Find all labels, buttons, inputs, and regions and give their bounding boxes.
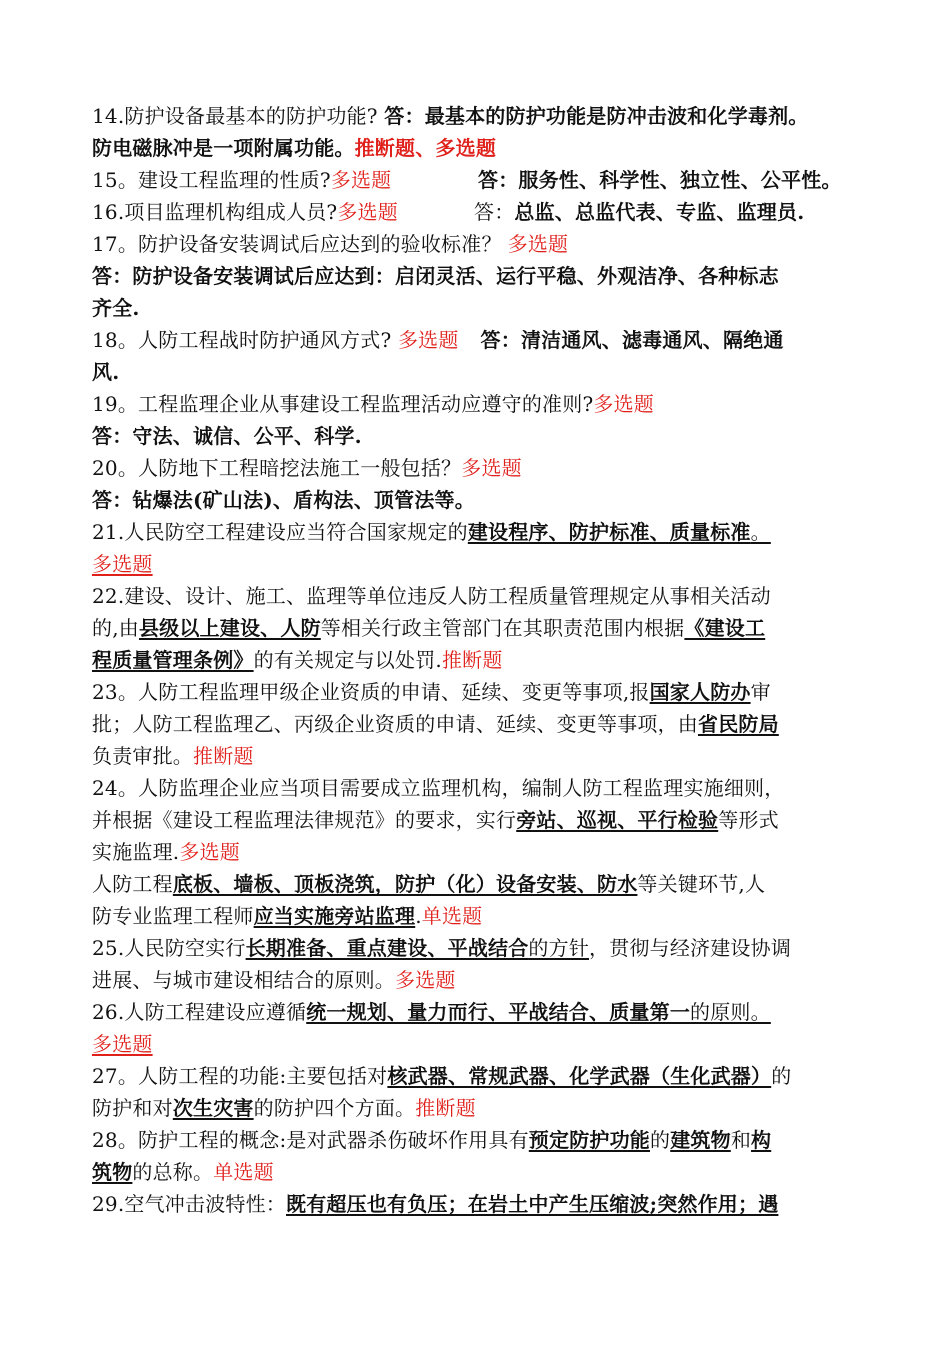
q22-l2-mid: 等相关行政主管部门在其职责范围内根据 xyxy=(320,616,685,640)
q18-line xyxy=(92,324,784,356)
q27-l2-post: 的防护四个方面。 xyxy=(253,1096,416,1120)
q14-tag-judge: 推断题 xyxy=(354,136,416,160)
q14-tag-multi: 多选题 xyxy=(435,136,497,160)
q28-key4: 筑物 xyxy=(92,1160,133,1184)
q15-question: 15。建设工程监理的性质? xyxy=(92,168,331,192)
q28-l2-post: 的总称。 xyxy=(132,1160,214,1184)
q24-line1: 24。人防监理企业应当项目需要成立监理机构，编制人防工程监理实施细则， xyxy=(92,776,785,800)
q27-line1 xyxy=(92,1060,791,1092)
q18-question: 18。人防工程战时防护通风方式? xyxy=(92,328,398,352)
q25-l2: 进展、与城市建设相结合的原则。 xyxy=(92,968,395,992)
q27-key1: 核武器、常规武器、化学武器（生化武器） xyxy=(387,1064,772,1088)
q15-line xyxy=(92,164,391,196)
q16-answer-line xyxy=(474,196,804,228)
q29-key: 既有超压也有负压；在岩土中产生压缩波;突然作用；遇 xyxy=(286,1192,779,1216)
q27-l1-pre: 27。人防工程的功能:主要包括对 xyxy=(92,1064,388,1088)
q25-l1-pre: 25.人民防空实行 xyxy=(92,936,246,960)
q16-answer-prefix: 答： xyxy=(474,200,515,224)
q24-l4-post: 等关键环节,人 xyxy=(637,872,766,896)
q22-key3: 程质量管理条例》 xyxy=(92,648,254,672)
q28-key2: 建筑物 xyxy=(670,1128,731,1152)
q14-answer-cont: 防电磁脉冲是一项附属功能。 xyxy=(92,136,355,160)
q25-l1-post: ，贯彻与经济建设协调 xyxy=(589,936,792,960)
q23-line3 xyxy=(92,740,254,772)
q28-tag: 单选题 xyxy=(213,1160,274,1184)
q24-line5 xyxy=(92,900,482,932)
q28-l1-and: 和 xyxy=(730,1128,752,1152)
q22-line1: 22.建设、设计、施工、监理等单位违反人防工程质量管理规定从事相关活动 xyxy=(92,584,771,608)
q21-line xyxy=(92,516,771,548)
q24-line3 xyxy=(92,836,240,868)
q23-line1 xyxy=(92,676,771,708)
q29-pre: 29.空气冲击波特性： xyxy=(92,1192,287,1216)
q24-line2 xyxy=(92,804,779,836)
q23-l1-post: 审 xyxy=(750,680,771,704)
q14-line1 xyxy=(92,100,809,132)
q24-line4 xyxy=(92,868,765,900)
q23-tag: 推断题 xyxy=(193,744,254,768)
q15-answer: 答：服务性、科学性、独立性、公平性。 xyxy=(478,168,842,192)
q23-l3: 负责审批。 xyxy=(92,744,193,768)
q24-l2-post: 等形式 xyxy=(718,808,779,832)
q16-line xyxy=(92,196,398,228)
q22-line2 xyxy=(92,612,765,644)
q26-pre: 26.人防工程建设应遵循 xyxy=(92,1000,307,1024)
q23-key2: 省民防局 xyxy=(698,712,779,736)
q21-post: 。 xyxy=(750,520,771,544)
q19-question: 19。工程监理企业从事建设工程监理活动应遵守的准则? xyxy=(92,392,594,416)
q25-tag: 多选题 xyxy=(395,968,456,992)
q20-question: 20。人防地下工程暗挖法施工一般包括？ xyxy=(92,456,462,480)
q20-answer: 答：钻爆法(矿山法)、盾构法、顶管法等。 xyxy=(92,488,475,512)
q17-answer: 答：防护设备安装调试后应达到：启闭灵活、运行平稳、外观洁净、各种标志 xyxy=(92,264,779,288)
q17-question: 17。防护设备安装调试后应达到的验收标准？ xyxy=(92,232,502,256)
q16-answer: 总监、总监代表、专监、监理员. xyxy=(514,200,805,224)
q14-answer: 答：最基本的防护功能是防冲击波和化学毒剂。 xyxy=(384,104,809,128)
q24-l5-post: . xyxy=(415,904,422,928)
q21-tag: 多选题 xyxy=(92,552,153,576)
q16-question: 16.项目监理机构组成人员? xyxy=(92,200,338,224)
q21-key: 建设程序、防护标准、质量标准 xyxy=(467,520,751,544)
q25-line2 xyxy=(92,964,456,996)
q23-key1: 国家人防办 xyxy=(649,680,751,704)
q26-key: 统一规划、量力而行、平战结合、质量第一 xyxy=(306,1000,691,1024)
q27-line2 xyxy=(92,1092,476,1124)
q18-tag: 多选题 xyxy=(397,328,459,352)
q25-line1 xyxy=(92,932,791,964)
q29-line xyxy=(92,1188,778,1220)
q20-tag: 多选题 xyxy=(461,456,522,480)
q24-tag: 多选题 xyxy=(179,840,240,864)
q24-l2-pre: 并根据《建设工程监理法律规范》的要求，实行 xyxy=(92,808,517,832)
q26-post: 的原则。 xyxy=(690,1000,771,1024)
q19-line xyxy=(92,388,654,420)
q25-key2: 的方针 xyxy=(528,936,590,960)
q24-key1: 旁站、巡视、平行检验 xyxy=(516,808,719,832)
q21-text: 21.人民防空工程建设应当符合国家规定的 xyxy=(92,520,468,544)
q19-tag: 多选题 xyxy=(593,392,654,416)
q22-line3 xyxy=(92,644,503,676)
q24-l3: 实施监理. xyxy=(92,840,180,864)
q25-key: 长期准备、重点建设、平战结合 xyxy=(245,936,529,960)
q23-l2-pre: 批；人防工程监理乙、丙级企业资质的申请、延续、变更等事项，由 xyxy=(92,712,698,736)
q16-tag: 多选题 xyxy=(337,200,398,224)
q22-tag: 推断题 xyxy=(441,648,503,672)
q27-tag: 推断题 xyxy=(415,1096,476,1120)
q18-answer-cont: 风. xyxy=(92,360,120,384)
q24-l4-pre: 人防工程 xyxy=(92,872,173,896)
q28-l1-mid: 的 xyxy=(650,1128,671,1152)
q19-answer: 答：守法、诚信、公平、科学. xyxy=(92,424,362,448)
q28-l1-pre: 28。防护工程的概念:是对武器杀伤破坏作用具有 xyxy=(92,1128,529,1152)
q17-tag: 多选题 xyxy=(507,232,569,256)
q17-line xyxy=(92,228,568,260)
q22-l3-post: 的有关规定与以处罚. xyxy=(253,648,442,672)
q22-key2: 《建设工 xyxy=(684,616,766,640)
q24-l5-pre: 防专业监理工程师 xyxy=(92,904,254,928)
q24-key3: 应当实施旁站监理 xyxy=(253,904,416,928)
q28-line1 xyxy=(92,1124,771,1156)
q22-l2-pre: 的,由 xyxy=(92,616,139,640)
q17-answer-cont: 齐全. xyxy=(92,296,140,320)
q28-line2 xyxy=(92,1156,274,1188)
q15-tag: 多选题 xyxy=(330,168,392,192)
q27-l2-pre: 防护和对 xyxy=(92,1096,173,1120)
q22-key1: 县级以上建设、人防 xyxy=(138,616,321,640)
q26-tag: 多选题 xyxy=(92,1032,153,1056)
q24-key2: 底板、墙板、顶板浇筑，防护（化）设备安装、防水 xyxy=(172,872,638,896)
q23-line2 xyxy=(92,708,779,740)
q28-key1: 预定防护功能 xyxy=(528,1128,650,1152)
q20-line xyxy=(92,452,522,484)
q26-line xyxy=(92,996,771,1028)
q18-answer: 答：清洁通风、滤毒通风、隔绝通 xyxy=(480,328,784,352)
q28-key3: 构 xyxy=(751,1128,772,1152)
q24-tag-single: 单选题 xyxy=(421,904,483,928)
q14-question: 14.防护设备最基本的防护功能? xyxy=(92,104,385,128)
q14-line2 xyxy=(92,132,496,164)
q27-key2: 次生灾害 xyxy=(172,1096,254,1120)
q27-l1-post: 的 xyxy=(771,1064,792,1088)
q23-l1-pre: 23。人防工程监理甲级企业资质的申请、延续、变更等事项,报 xyxy=(92,680,650,704)
q14-tag-sep: 、 xyxy=(415,136,436,160)
